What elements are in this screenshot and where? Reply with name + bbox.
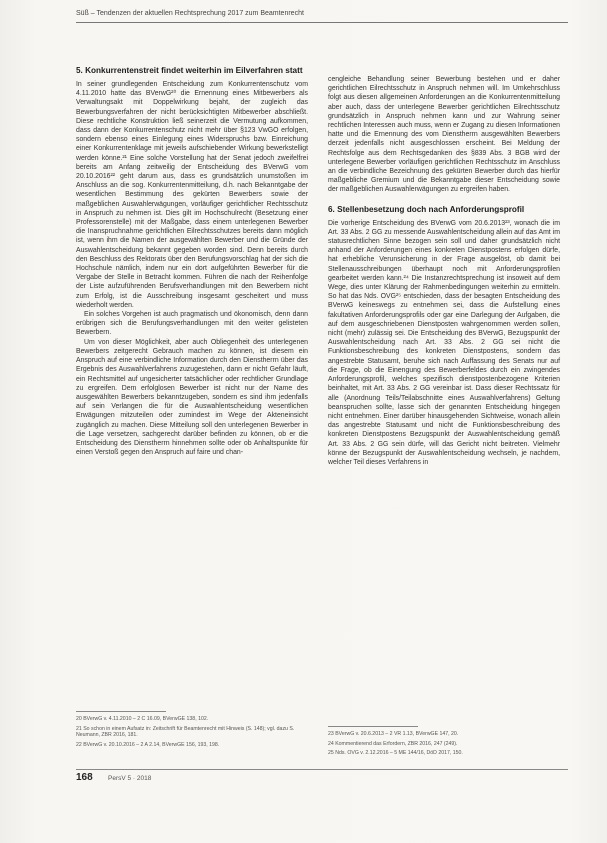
- paragraph: Die vorherige Entscheidung des BVerwG vom 20.6.2013²³, wonach die im Art. 33 Abs. 2 GG zu messende Auswahlentscheidung allein auf das Amt im statusrechtlichen Sinne bezogen sein soll und daher grundsätzlich nicht anhand der Anforderungen eines konkreten Dienstpostens erfolgen dürfe, hat erhebliche Verunsicherung in der Frage ausgelöst, ob damit bei Stellenausschreibungen überhaupt noch mit Anforderungsprofilen gearbeitet werden kann.²⁴ Die Instanzrechtsprechung ist insoweit auf dem Wege, dies unter Klärung der Rahmenbedingungen weiterhin zu ermitteln. So hat das Nds. OVG²⁵ entschieden, dass der besagten Entscheidung des BVerwG keineswegs zu entnehmen sei, dass die Aufstellung eines fakultativen Anforderungsprofils oder gar eine Darlegung der Aufgaben, die auf dem ausgeschriebenen Dienstposten wahrgenommen werden sollen, nicht (mehr) zulässig sei. Die Entscheidung des BVerwG, Bezugspunkt der Auswahlentscheidung nach Art. 33 Abs. 2 GG sei nicht die Funktionsbeschreibung des konkreten Dienstpostens, sondern das angestrebte Statusamt, beruhe sich nach Auffassung des Senats nur auf die Frage, ob die Einengung des Bewerberfeldes durch ein zwingendes Anforderungsprofil, welches spezifisch dienstpostenbezogene Kriterien beinhaltet, mit Art. 33 Abs. 2 GG vereinbar ist. Dass dieser Rechtssatz für alle (Anordnung Teils/Teilabschnitte eines Auswahlverfahrens) Geltung beanspruchen sollte, lasse sich der genannten Entscheidung hingegen nicht entnehmen. Einer darüber hinausgehenden Sichtweise, wonach allein das angestrebte Statusamt und nicht die Funktionsbeschreibung des konkreten Dienstpostens Bezugspunkt der Auswahlentscheidung gemäß Art. 33 Abs. 2 GG sein dürfe, will das Gericht nicht beitreten. Vielmehr könne der Bezugspunkt der Auswahlentscheidung wechseln, je nachdem, welcher Teil dieses Verfahrens in: [328, 219, 560, 466]
- section-heading-6: 6. Stellenbesetzung doch nach Anforderungsprofil: [328, 204, 525, 214]
- footnote: 23 BVerwG v. 20.6.2013 – 2 VR 1.13, BVerwGE 147, 20.: [328, 731, 459, 737]
- left-column: [76, 66, 308, 457]
- footnote-rule: [328, 726, 418, 727]
- paragraph: cengleiche Behandlung seiner Bewerbung bestehen und er daher gerichtlichen Eilrechtsschutz in Anspruch nehmen will. Im Umkehrschluss folgt aus diesen allgemeinen Anforderungen an die Konkurrentenmitteilung aber auch, dass der unterlegene Bewerber gerichtlichen Eilrechtsschutz grundsätzlich in Anspruch nehmen kann und zur Wahrung seiner rechtlichen Interessen auch muss, wenn er Zugang zu diesen Informationen hatte und die Ernennung des vom Dienstherrn ausgewählten Bewerbers derzeit jedenfalls nicht ausgeschlossen erscheint. Bei Meldung der Rechtsfolge aus dem Rechtsgedanken des §839 Abs. 3 BGB wird der unterlegene Bewerber vorläufigen gerichtlichen Rechtsschutz im Anschluss an die verbindliche Bezeichnung des gekürten Bewerber durch das hierfür maßgebliche Gremium und die Bekanntgabe dieser Entscheidung sowie der maßgeblichen Auswahlerwägungen zu ergreifen haben.: [328, 76, 560, 194]
- paragraph: In seiner grundlegenden Entscheidung zum Konkurrentenschutz vom 4.11.2010 hatte das BVerwG²⁰ die Ernennung eines Mitbewerbers als Verwaltungsakt mit Doppelwirkung bejaht, der zugleich das Bewerbungsverfahren der nicht berücksichtigten Mitbewerber abschließt. Diese rechtliche Konstruktion ließ seinerzeit die Vermutung aufkommen, dass dann der Konkurrentenschutz nicht mehr über §123 VwGO erfolgen, sondern ebenso eines Einlegung eines Widerspruchs bzw. Einreichung einer Konkurrentenklage mit jeweils aufschiebender Wirkung bewerkstelligt werden könne.²¹ Eine solche Vorstellung hat der Senat jedoch zweifelfrei bereits am Anfang zeitweilig der Entscheidung des BVerwG vom 20.10.2016²² geht darum aus, dass es grundsätzlich unumstoßen im Anschluss an die sog. Konkurrentenmitteilung, d.h. nach Bekanntgabe der wesentlichen Bestimmung des gekürten Bewerbers sowie der maßgeblichen Auswahlerwägungen, vorläufiger gerichtlicher Rechtsschutz in Anspruch zu nehmen ist. Dies gilt im Hochschulrecht (Besetzung einer Professorenstelle) mit der Maßgabe, dass einem unterlegenen Bewerber die Inanspruchnahme gerichtlichen Eilrechtsschutzes bereits dann möglich ist, wenn ihm die Namen der ausgewählten Bewerber und die Gründe der Auswahlentscheidung bekannt gegeben worden sind. Denn bereits durch den Beschluss des Rektorats über den Berufungsvorschlag hat der sich die Hochschule nämlich, indem nur ein dort aufgeführten Bewerber für die Vergabe der Stelle in Betracht kommen. Führen die nach der Reihenfolge der Liste aufzuführenden Berufsverhandlungen mit den Bewerbern nicht zum Erfolg, ist die Ausschreibung insgesamt gescheitert und muss wiederholt werden.: [76, 81, 308, 309]
- footnotes-left: [76, 716, 308, 751]
- footnote: 21 So schon in einem Aufsatz in: Zeitschrift für Beamtenrecht mit Hinweis (S. 148); vgl. dazu S. Neumann, ZBR 2016, 181.: [76, 725, 295, 739]
- footnote-rule: [76, 711, 166, 712]
- right-column: [328, 75, 560, 467]
- footnote: 22 BVerwG v. 20.10.2016 – 2 A 2.14, BVerwGE 156, 193, 198.: [76, 741, 220, 748]
- paragraph: Um von dieser Möglichkeit, aber auch Obliegenheit des unterlegenen Bewerbers zeitgerecht Gebrauch machen zu können, ist diesem ein Anspruch auf eine verbindliche Information durch den Dienstherrn über das Ergebnis des Auswahlverfahrens zuzugestehen, dann er nicht Gefahr läuft, ein Rechtsmittel auf ungesicherter tatsächlicher oder rechtlicher Grundlage zu ergreifen. Dem erfolglosen Bewerber ist nicht nur der Name des ausgewählten Bewerbers bekanntzugeben, sondern es sind ihm jedenfalls auf sein Verlangen die für die Auswahlentscheidung wesentlichen Erwägungen mitzuteilen oder zumindest im Wege der Akteneinsicht zugänglich zu machen. Diese Mitteilung soll den unterlegenen Bewerber in die Lage versetzen, sachgerecht darüber befinden zu können, ob er die Entscheidung des Dienstherrn hinnehmen sollte oder ob Anhaltspunkte für einen Verstoß gegen den Anspruch auf faire und chan-: [76, 338, 308, 457]
- paragraph: Ein solches Vorgehen ist auch pragmatisch und ökonomisch, denn dann erübrigen sich die Berufungsverhandlungen mit den weiter gelisteten Bewerbern.: [76, 311, 308, 337]
- section-heading-5: 5. Konkurrentenstreit findet weiterhin im Eilverfahren statt: [76, 66, 303, 75]
- running-header: Süß – Tendenzen der aktuellen Rechtsprechung 2017 zum Beamtenrecht: [76, 10, 304, 17]
- page-number: 168: [76, 772, 93, 783]
- footnote: 25 Nds. OVG v. 2.12.2016 – 5 ME 144/16, DöD 2017, 150.: [328, 750, 463, 757]
- journal-reference: PersV 5 · 2018: [108, 775, 152, 782]
- footer-rule: [76, 769, 568, 770]
- footnote: 20 BVerwG v. 4.11.2010 – 2 C 16.09, BVerwGE 138, 102.: [76, 716, 209, 722]
- footnotes-right: [328, 731, 560, 760]
- footnote: 24 Kommentierend das Erfordern, ZBR 2016, 247 (249).: [328, 740, 458, 747]
- header-rule: [76, 22, 568, 23]
